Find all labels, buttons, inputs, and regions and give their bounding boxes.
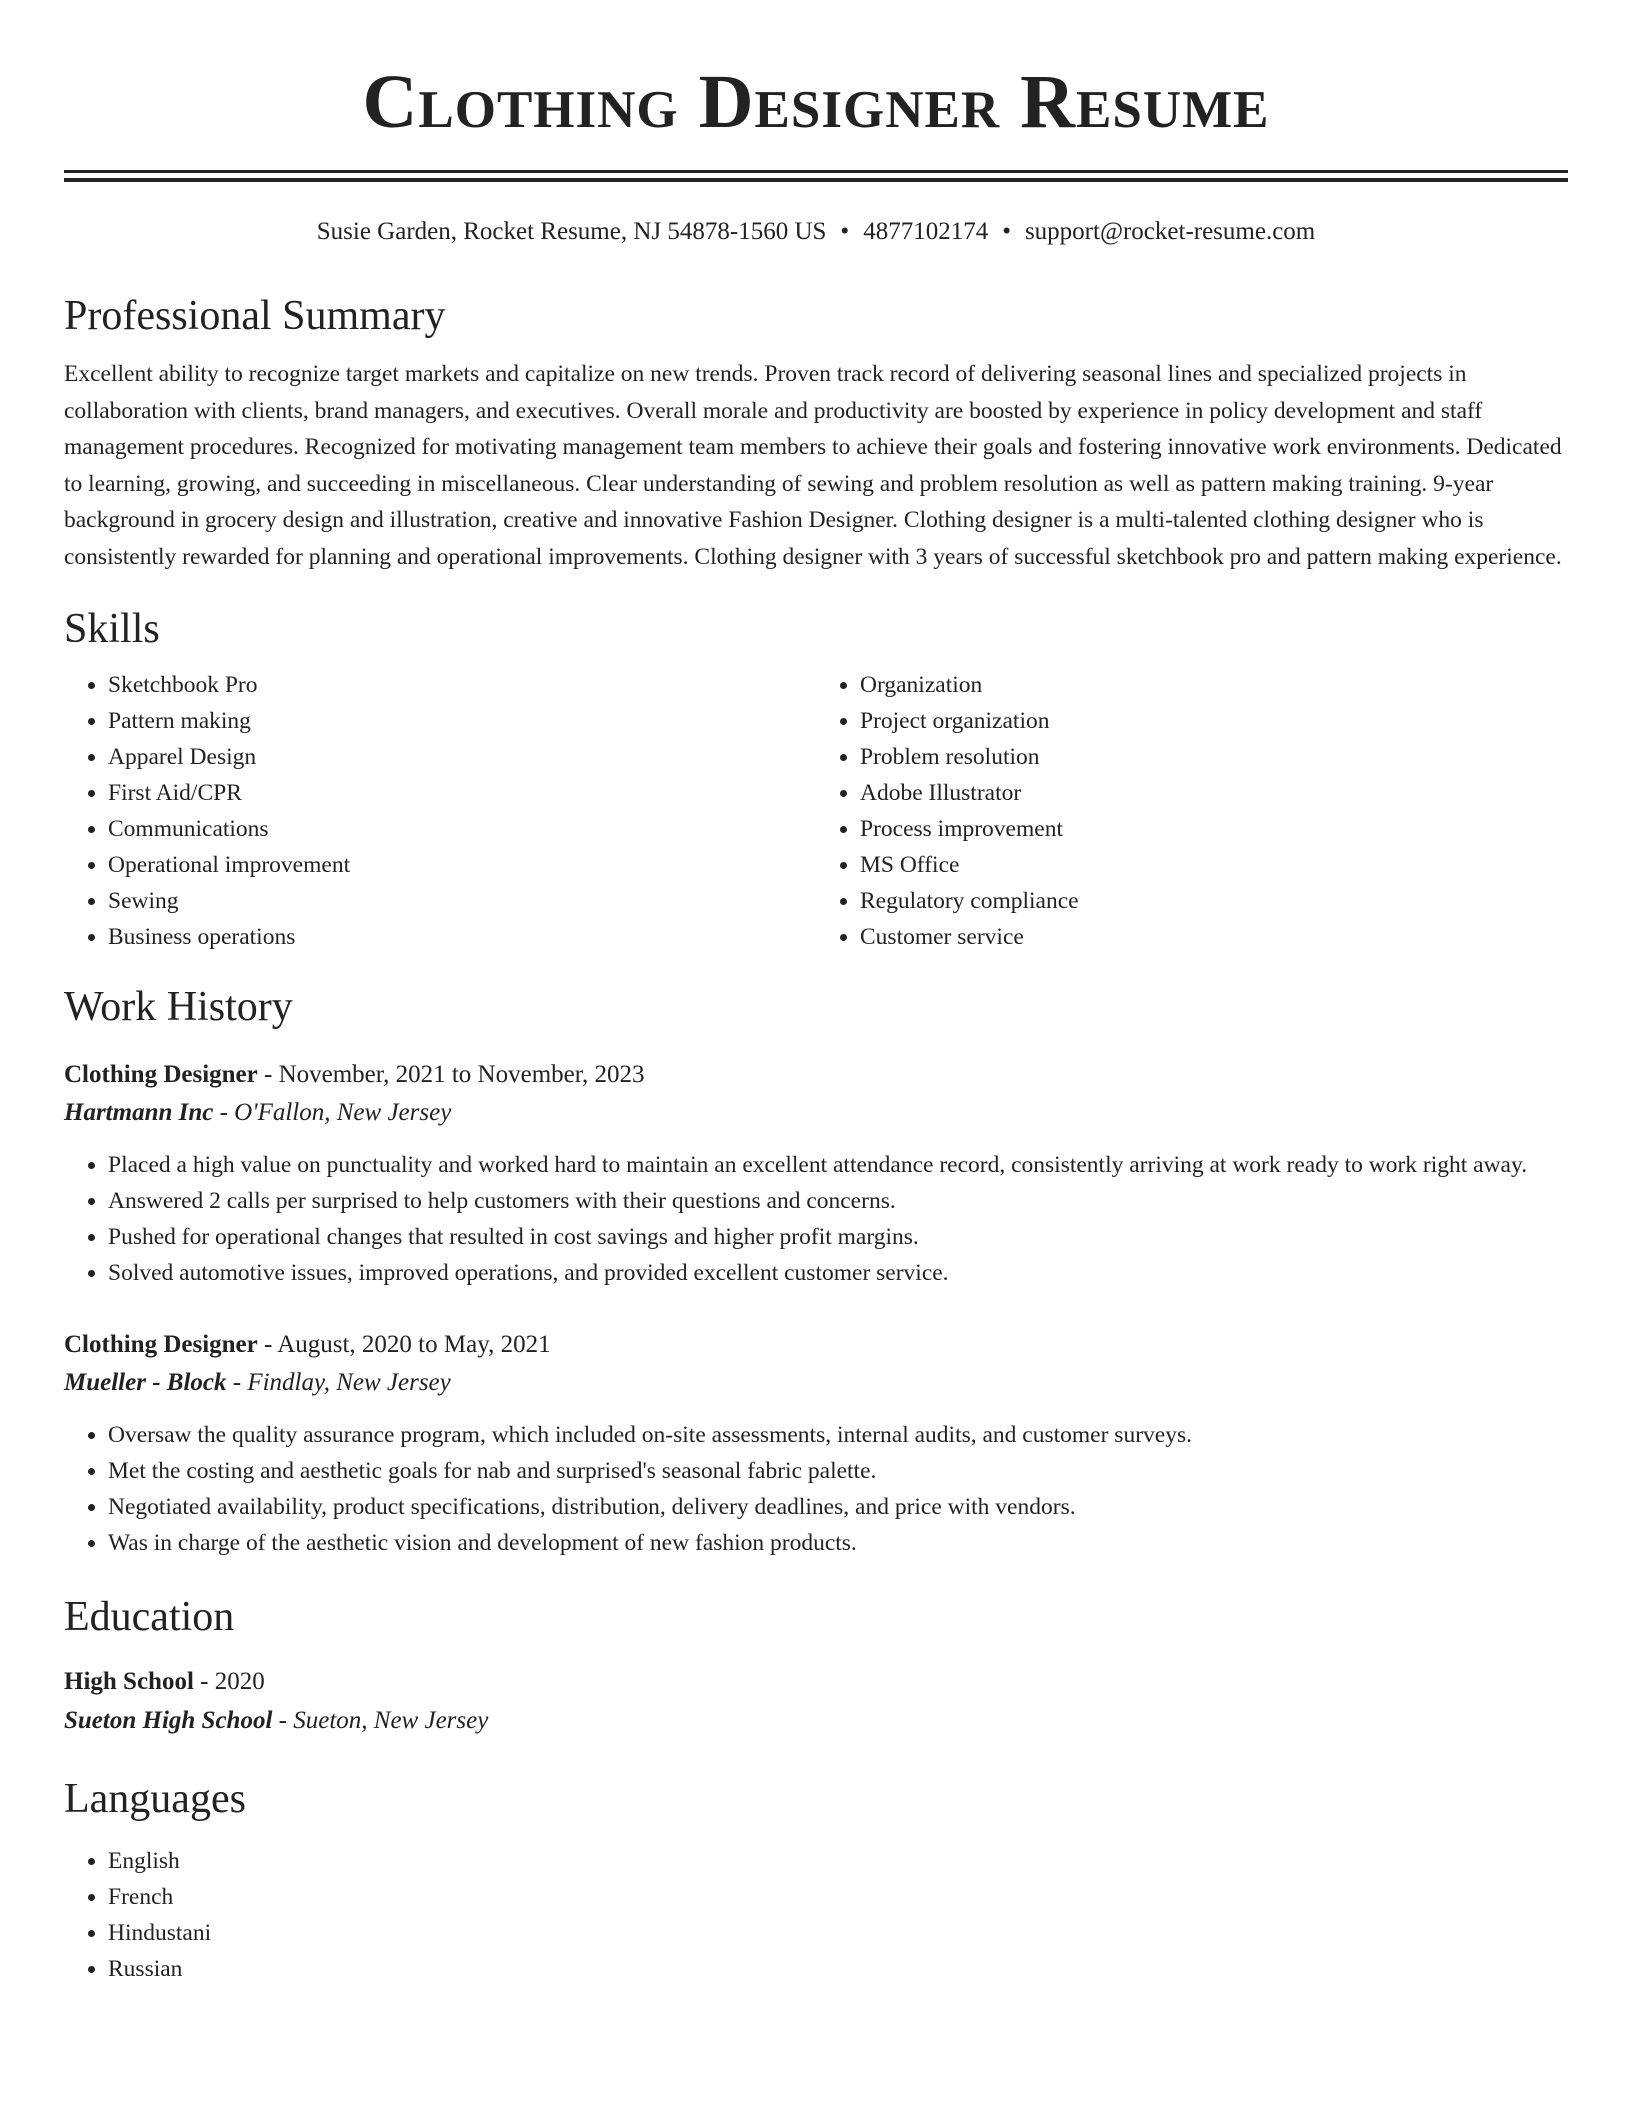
language-item: • Russian xyxy=(108,1951,1568,1987)
company-location: - Findlay, New Jersey xyxy=(226,1369,451,1396)
skill-item: • MS Office xyxy=(860,847,1568,883)
skill-item: • Communications xyxy=(108,811,816,847)
skill-item: • Apparel Design xyxy=(108,739,816,775)
company-name: Mueller - Block xyxy=(64,1369,227,1396)
job-title: Clothing Designer xyxy=(64,1061,258,1088)
skill-item: • Sewing xyxy=(108,883,816,919)
skill-item: • Project organization xyxy=(860,703,1568,739)
contact-email: support@rocket-resume.com xyxy=(1024,218,1316,245)
education-degree-line xyxy=(64,1663,1568,1701)
skills-right-list xyxy=(816,667,1568,955)
contact-address: Susie Garden, Rocket Resume, NJ 54878-1560 US xyxy=(316,218,827,245)
language-item: • Hindustani xyxy=(108,1915,1568,1951)
job-entry xyxy=(64,1057,1568,1291)
education-location: - Sueton, New Jersey xyxy=(272,1707,489,1734)
skill-item: • Organization xyxy=(860,667,1568,703)
languages-list xyxy=(64,1843,1568,1987)
resume-title: Clothing Designer Resume xyxy=(362,60,1270,144)
skill-item: • Customer service xyxy=(860,919,1568,955)
skill-item: • Regulatory compliance xyxy=(860,883,1568,919)
skill-item: • Business operations xyxy=(108,919,816,955)
job-bullets xyxy=(64,1147,1568,1291)
contact-line xyxy=(64,216,1568,248)
education-school: Sueton High School xyxy=(64,1707,273,1734)
education-year: - 2020 xyxy=(193,1668,265,1695)
education-school-line xyxy=(64,1701,1568,1741)
job-bullet: • Pushed for operational changes that resulted in cost savings and higher profit margins. xyxy=(108,1219,1568,1255)
title-rule-bottom xyxy=(64,178,1568,182)
work-history-heading: Work History xyxy=(64,984,293,1030)
job-dates: - August, 2020 to May, 2021 xyxy=(257,1331,551,1358)
language-item: • English xyxy=(108,1843,1568,1879)
job-entry xyxy=(64,1327,1568,1561)
contact-separator: • xyxy=(1002,218,1011,245)
skill-item: • Adobe Illustrator xyxy=(860,775,1568,811)
company-line xyxy=(64,1363,1568,1403)
language-item: • French xyxy=(108,1879,1568,1915)
education-degree: High School xyxy=(64,1668,194,1695)
education-heading: Education xyxy=(64,1594,235,1640)
job-dates: - November, 2021 to November, 2023 xyxy=(257,1061,645,1088)
skill-item: • Problem resolution xyxy=(860,739,1568,775)
skill-item: • Sketchbook Pro xyxy=(108,667,816,703)
job-bullet: • Answered 2 calls per surprised to help customers with their questions and concerns. xyxy=(108,1183,1568,1219)
summary-text: Excellent ability to recognize target markets and capitalize on new trends. Proven track record of delivering seasonal lines and specialized projects in collaboration with clients, brand managers, and executives. Overall morale and productivity are boosted by experience in policy development and staff management procedures. Recognized for motivating management team members to achieve their goals and fostering innovative work environments. Dedicated to learning, growing, and succeeding in miscellaneous. Clear understanding of sewing and problem resolution as well as pattern making training. 9-year background in grocery design and illustration, creative and innovative Fashion Designer. Clothing designer is a multi-talented clothing designer who is consistently rewarded for planning and operational improvements. Clothing designer with 3 years of successful sketchbook pro and pattern making experience. xyxy=(64,361,1562,570)
languages-heading: Languages xyxy=(64,1776,246,1822)
job-bullet: • Negotiated availability, product specifications, distribution, delivery deadlines, and price with vendors. xyxy=(108,1489,1568,1525)
skill-item: • First Aid/CPR xyxy=(108,775,816,811)
contact-phone: 4877102174 xyxy=(863,218,989,245)
skills-left-list xyxy=(64,667,816,955)
job-title-line xyxy=(64,1057,1568,1093)
job-bullet: • Met the costing and aesthetic goals for nab and surprised's seasonal fabric palette. xyxy=(108,1453,1568,1489)
skills-heading: Skills xyxy=(64,606,160,652)
job-title-line xyxy=(64,1327,1568,1363)
skills-columns xyxy=(64,667,1568,955)
summary-heading: Professional Summary xyxy=(64,293,446,339)
job-title: Clothing Designer xyxy=(64,1331,258,1358)
company-line xyxy=(64,1093,1568,1133)
job-bullet: • Oversaw the quality assurance program, which included on-site assessments, internal audits, and customer surveys. xyxy=(108,1417,1568,1453)
company-location: - O'Fallon, New Jersey xyxy=(213,1099,452,1126)
company-name: Hartmann Inc xyxy=(64,1099,214,1126)
job-bullet: • Was in charge of the aesthetic vision and development of new fashion products. xyxy=(108,1525,1568,1561)
job-bullets xyxy=(64,1417,1568,1561)
job-bullet: • Solved automotive issues, improved operations, and provided excellent customer service. xyxy=(108,1255,1568,1291)
contact-separator: • xyxy=(840,218,850,245)
title-rule-top xyxy=(64,170,1568,173)
skill-item: • Pattern making xyxy=(108,703,816,739)
job-bullet: • Placed a high value on punctuality and worked hard to maintain an excellent attendance record, consistently arriving at work ready to work right away. xyxy=(108,1147,1568,1183)
skill-item: • Operational improvement xyxy=(108,847,816,883)
skill-item: • Process improvement xyxy=(860,811,1568,847)
